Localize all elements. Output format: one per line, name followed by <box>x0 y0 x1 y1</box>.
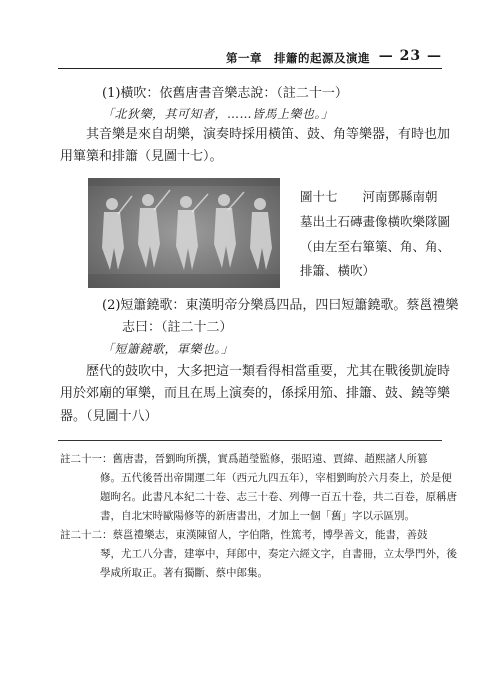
figure-17-caption-line: 排簫、橫吹） <box>300 263 376 278</box>
item-2-heading-cont: 志曰：（註二十二） <box>122 320 233 335</box>
footnote-line: 題昫名。此書凡本紀二十卷、志三十卷、列傳一百五十卷，共二百卷，原稱唐 <box>100 491 457 503</box>
item-1-quote: 「北狄樂，其可知者，……皆馬上樂也。」 <box>102 107 334 121</box>
body-paragraph-line: 器。（見圖十八） <box>60 409 158 424</box>
footnote-divider <box>58 440 442 441</box>
running-header <box>58 48 442 69</box>
figure-17-relief-image <box>88 178 280 288</box>
figure-17-caption-line: （由左至右篳篥、角、角、 <box>300 239 451 254</box>
item-2-quote: 「短簫鐃歌，軍樂也。」 <box>102 342 234 356</box>
footnote-line: 註二十一：舊唐書，晉劉昫所撰，實爲趙瑩監修，張昭遠、賈緯、趙熙諸人所篡 <box>60 453 428 465</box>
page-number: — 23 — <box>378 48 442 64</box>
body-paragraph-line: 歷代的鼓吹中，大多把這一類看得相當重要，尤其在戰後凱旋時 <box>86 364 451 379</box>
item-1-heading: (1)橫吹：依舊唐書音樂志說：（註二十一） <box>102 86 348 101</box>
footnote-line: 書，自北宋時歐陽修等的新唐書出，才加上一個「舊」字以示區別。 <box>100 510 415 522</box>
footnote-line: 註二十二：蔡邕禮樂志，東漢陳留人，字伯階，性篤考，博學善文，能書，善鼓 <box>60 529 428 541</box>
body-paragraph-line: 用於郊廟的軍樂，而且在馬上演奏的，係採用笳、排簫、鼓、鐃等樂 <box>60 386 451 401</box>
item-2-heading: (2)短簫鐃歌：東漢明帝分樂爲四品，四曰短簫鐃歌。蔡邕禮樂 <box>102 298 459 313</box>
footnote-line: 修。五代後晉出帝開運二年（西元九四五年），宰相劉昫於六月奏上，於是便 <box>100 472 452 484</box>
footnote-line: 琴，尤工八分書，建寧中，拜郎中，奏定六經文字，自書冊，立太學門外，後 <box>100 548 457 560</box>
body-paragraph-line: 用篳篥和排簫（見圖十七）。 <box>60 149 223 164</box>
figure-17-caption-line: 圖十七 河南鄧縣南朝 <box>300 189 438 204</box>
figure-17-photo <box>88 178 280 288</box>
figure-17-caption-line: 墓出土石磚畫像橫吹樂隊圖 <box>300 214 451 229</box>
footnote-line: 學咸所取正。著有獨斷、蔡中郎集。 <box>100 567 268 579</box>
chapter-title: 第一章 排簫的起源及演進 <box>226 51 370 65</box>
body-paragraph-line: 其音樂是來自胡樂，演奏時採用橫笛、鼓、角等樂器，有時也加 <box>86 127 451 142</box>
